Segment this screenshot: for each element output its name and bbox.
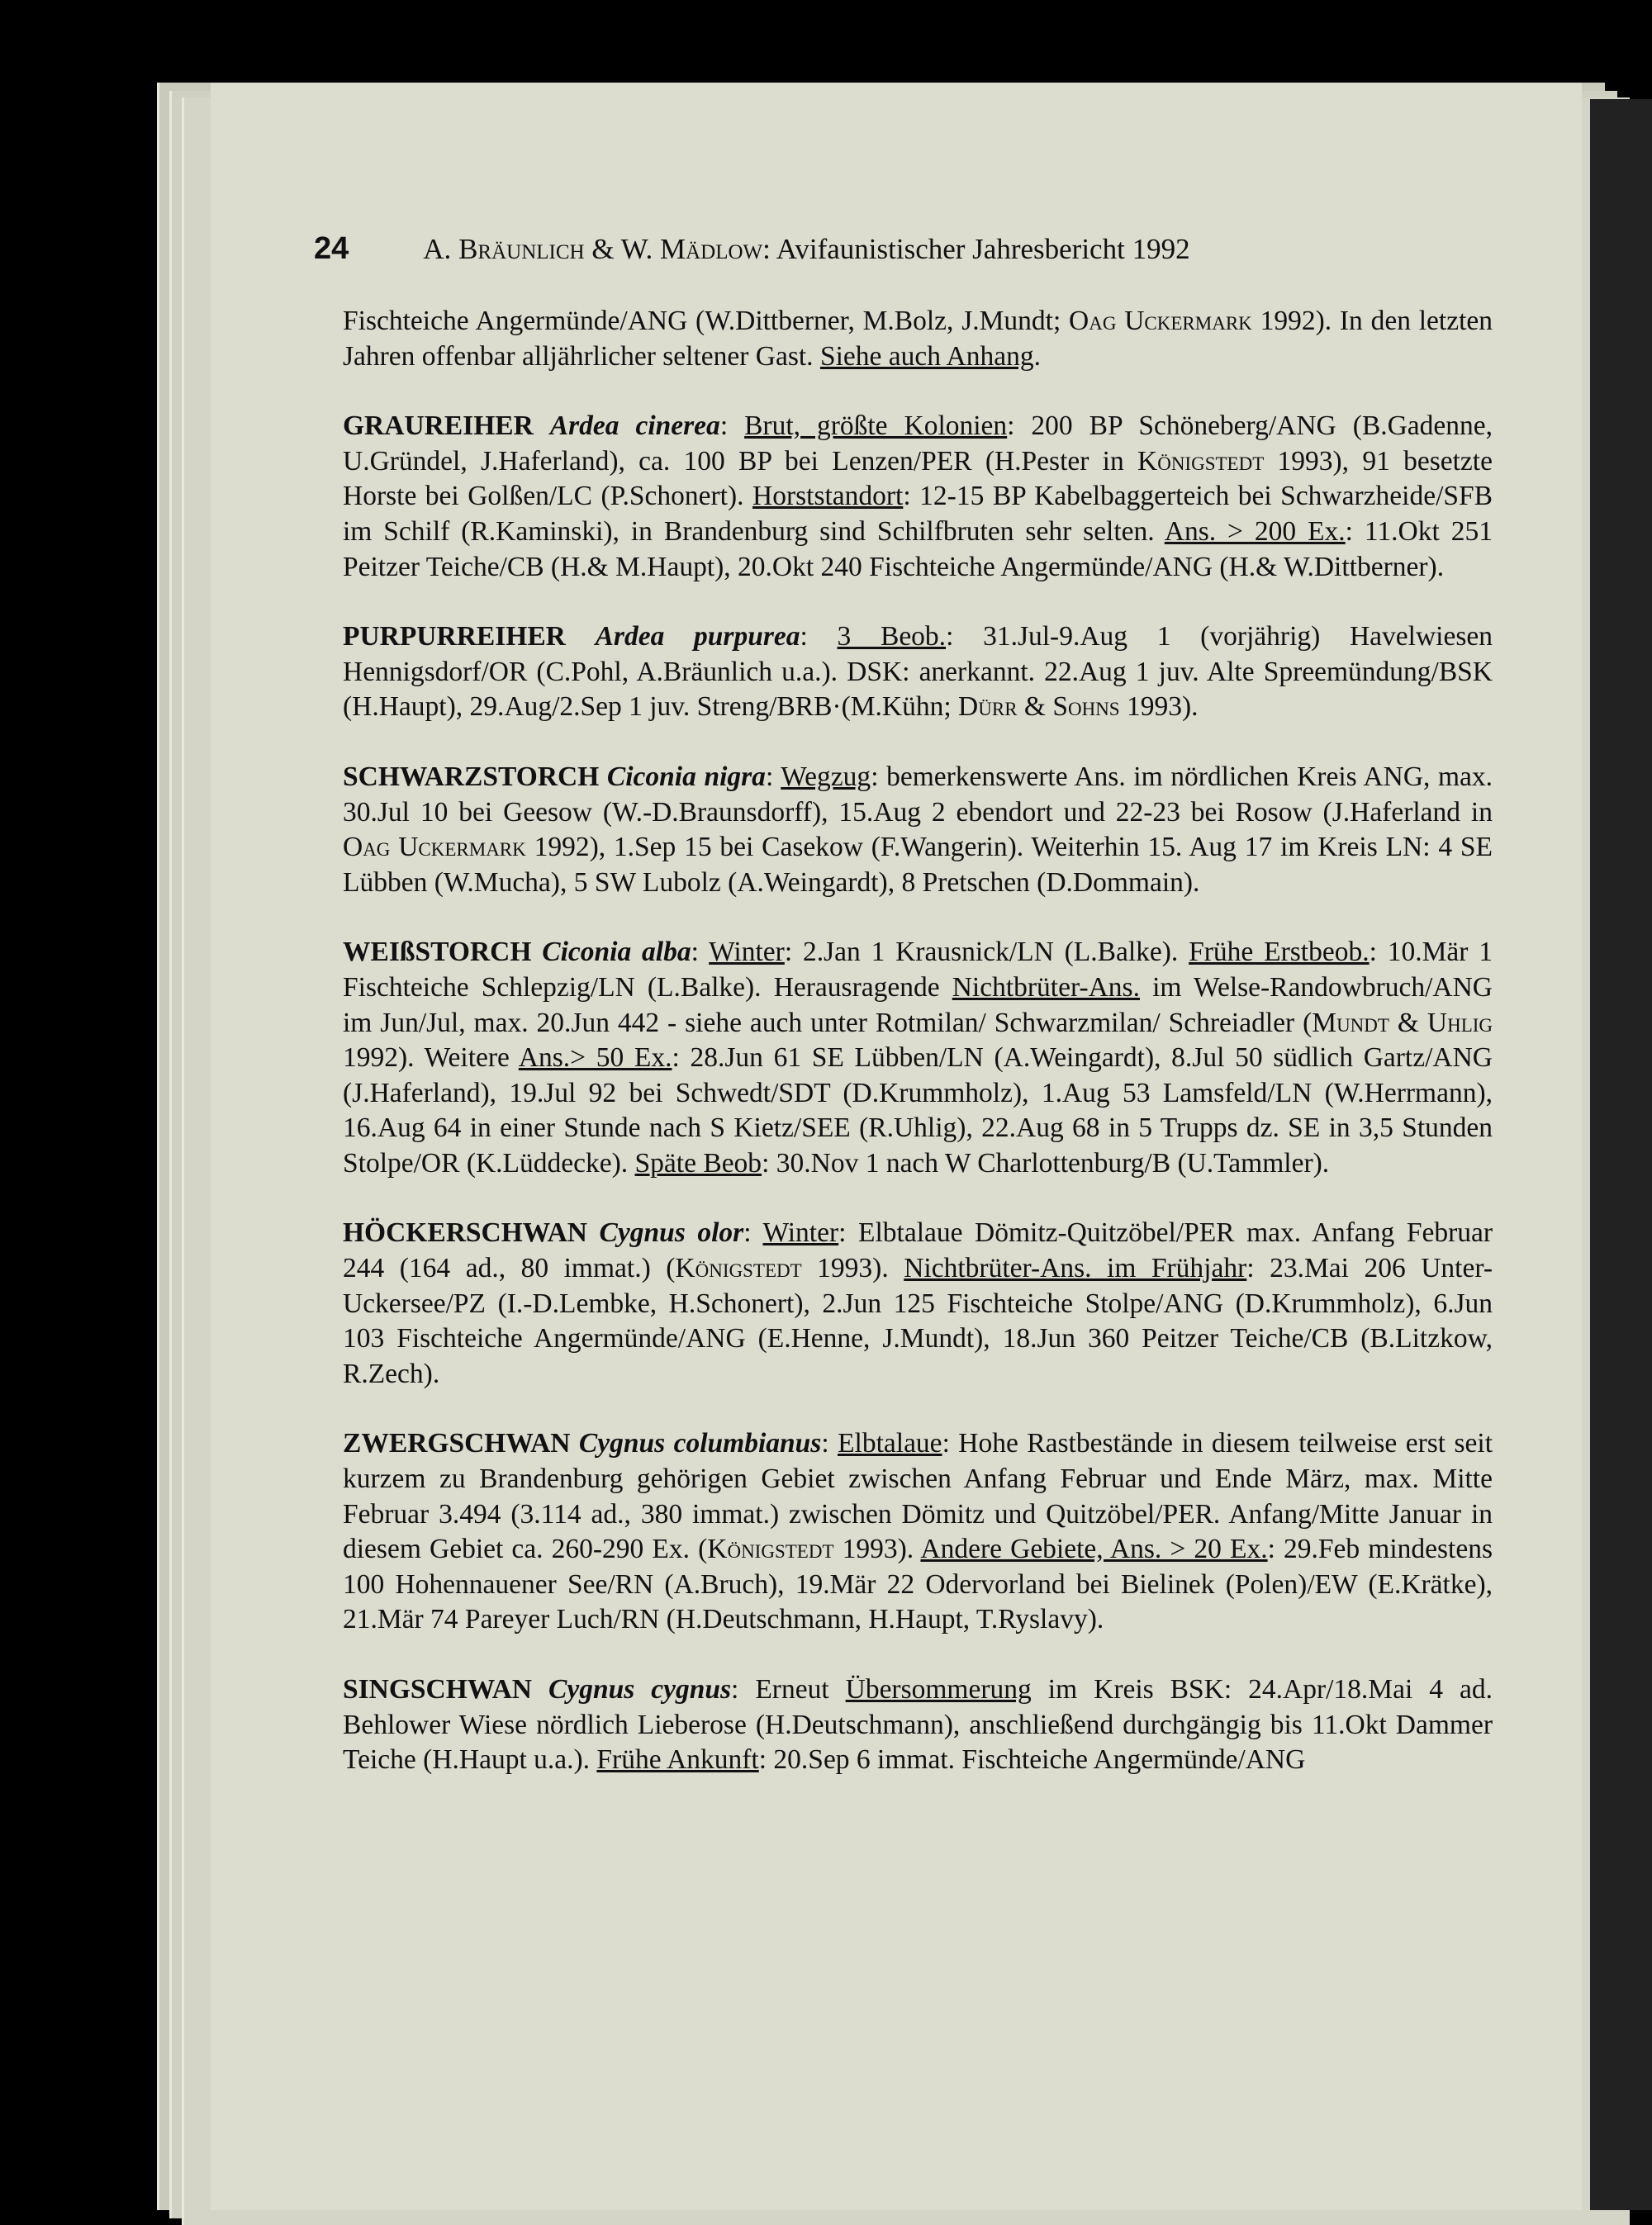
species-name: PURPURREIHER [343,621,566,652]
entry-zwergschwan [343,1426,1493,1638]
entry-intro-continuation [343,304,1493,374]
scientific-name: Ardea cinerea [549,410,720,442]
entry-schwarzstorch [343,760,1493,900]
scientific-name: Cygnus olor [599,1217,744,1249]
header-text: A. Bräunlich & W. Mädlow: Avifaunistischer Jahresbericht 1992 [423,233,1190,265]
entry-hoeckerschwan [343,1216,1493,1392]
entry-graureiher [343,409,1493,585]
entry-weissstorch [343,935,1493,1181]
paragraph: SINGSCHWAN Cygnus cygnus: Erneut Übersommerung im Kreis BSK: 24.Apr/18.Mai 4 ad. Behlower Wiese nördlich Lieberose (H.Deutschmann), anschließend durchgängig bis 11.Okt Dammer Teiche (H.Haupt u.a.). Frühe Ankunft: 20.Sep 6 immat. Fischteiche Angermünde/ANG [343,1674,1493,1776]
scientific-name: Ardea purpurea [595,621,800,652]
book-page [211,83,1582,2210]
species-name: WEIßSTORCH [343,937,532,968]
scientific-name: Ciconia alba [542,937,691,968]
scientific-name: Cygnus cygnus [548,1674,732,1705]
scientific-name: Ciconia nigra [606,761,766,792]
report-body [343,304,1493,1813]
paragraph: GRAUREIHER Ardea cinerea: Brut, größte Kolonien: 200 BP Schöneberg/ANG (B.Gadenne, U.Gründel, J.Haferland), ca. 100 BP bei Lenzen/PER (H.Pester in Königstedt 1993), 91 besetzte Horste bei Golßen/LC (P.Schonert). Horststandort: 12-15 BP Kabelbaggerteich bei Schwarzheide/SFB im Schilf (R.Kaminski), in Brandenburg sind Schilfbruten sehr selten. Ans. > 200 Ex.: 11.Okt 251 Peitzer Teiche/CB (H.& M.Haupt), 20.Okt 240 Fischteiche Angermünde/ANG (H.& W.Dittberner). [343,410,1493,582]
species-name: SINGSCHWAN [343,1674,532,1705]
entry-singschwan [343,1672,1493,1778]
species-name: ZWERGSCHWAN [343,1428,571,1459]
species-name: GRAUREIHER [343,410,534,442]
species-name: SCHWARZSTORCH [343,761,600,792]
scientific-name: Cygnus columbianus [578,1428,822,1459]
paragraph: HÖCKERSCHWAN Cygnus olor: Winter: Elbtalaue Dömitz-Quitzöbel/PER max. Anfang Februar 244 (164 ad., 80 immat.) (Königstedt 1993). Nichtbrüter-Ans. im Frühjahr: 23.Mai 206 Unter-Uckersee/PZ (I.-D.Lembke, H.Schonert), 2.Jun 125 Fischteiche Stolpe/ANG (D.Krummholz), 6.Jun 103 Fischteiche Angermünde/ANG (E.Henne, J.Mundt), 18.Jun 360 Peitzer Teiche/CB (B.Litzkow, R.Zech). [343,1217,1493,1389]
entry-purpurreiher [343,619,1493,725]
species-name: HÖCKERSCHWAN [343,1217,587,1249]
paragraph: Fischteiche Angermünde/ANG (W.Dittberner, M.Bolz, J.Mundt; Oag Uckermark 1992). In den letzten Jahren offenbar alljährlicher seltener Gast. Siehe auch Anhang. [343,306,1493,372]
paragraph: ZWERGSCHWAN Cygnus columbianus: Elbtalaue: Hohe Rastbestände in diesem teilweise erst seit kurzem zu Brandenburg gehörigen Gebiet zwischen Anfang Februar und Ende März, max. Mitte Februar 3.494 (3.114 ad., 380 immat.) zwischen Dömitz und Quitzöbel/PER. Anfang/Mitte Januar in diesem Gebiet ca. 260-290 Ex. (Königstedt 1993). Andere Gebiete, Ans. > 20 Ex.: 29.Feb mindestens 100 Hohennauener See/RN (A.Bruch), 19.Mär 22 Odervorland bei Bielinek (Polen)/EW (E.Krätke), 21.Mär 74 Pareyer Luch/RN (H.Deutschmann, H.Haupt, T.Ryslavy). [343,1428,1493,1635]
paragraph: WEIßSTORCH Ciconia alba: Winter: 2.Jan 1 Krausnick/LN (L.Balke). Frühe Erstbeob.: 10.Mär 1 Fischteiche Schlepzig/LN (L.Balke). Herausragende Nichtbrüter-Ans. im Welse-Randowbruch/ANG im Jun/Jul, max. 20.Jun 442 - siehe auch unter Rotmilan/ Schwarzmilan/ Schreiadler (Mundt & Uhlig 1992). Weitere Ans.> 50 Ex.: 28.Jun 61 SE Lübben/LN (A.Weingardt), 8.Jul 50 südlich Gartz/ANG (J.Haferland), 19.Jul 92 bei Schwedt/SDT (D.Krummholz), 1.Aug 53 Lamsfeld/LN (W.Herrmann), 16.Aug 64 in einer Stunde nach S Kietz/SEE (R.Uhlig), 22.Aug 68 in 5 Trupps dz. SE in 3,5 Stunden Stolpe/OR (K.Lüddecke). Späte Beob: 30.Nov 1 nach W Charlottenburg/B (U.Tammler). [343,937,1493,1179]
paragraph: SCHWARZSTORCH Ciconia nigra: Wegzug: bemerkenswerte Ans. im nördlichen Kreis ANG, max. 30.Jul 10 bei Geesow (W.-D.Braunsdorff), 15.Aug 2 ebendort und 22-23 bei Rosow (J.Haferland in Oag Uckermark 1992), 1.Sep 15 bei Casekow (F.Wangerin). Weiterhin 15. Aug 17 im Kreis LN: 4 SE Lübben (W.Mucha), 5 SW Lubolz (A.Weingardt), 8 Pretschen (D.Dommain). [343,761,1493,898]
running-header [314,231,1470,267]
page-number: 24 [314,231,349,266]
paragraph: PURPURREIHER Ardea purpurea: 3 Beob.: 31.Jul-9.Aug 1 (vorjährig) Havelwiesen Hennigsdorf/OR (C.Pohl, A.Bräunlich u.a.). DSK: anerkannt. 22.Aug 1 juv. Alte Spreemündung/BSK (H.Haupt), 29.Aug/2.Sep 1 juv. Streng/BRB·(M.Kühn; Dürr & Sohns 1993). [343,621,1493,723]
book-shadow [1590,99,1652,2210]
